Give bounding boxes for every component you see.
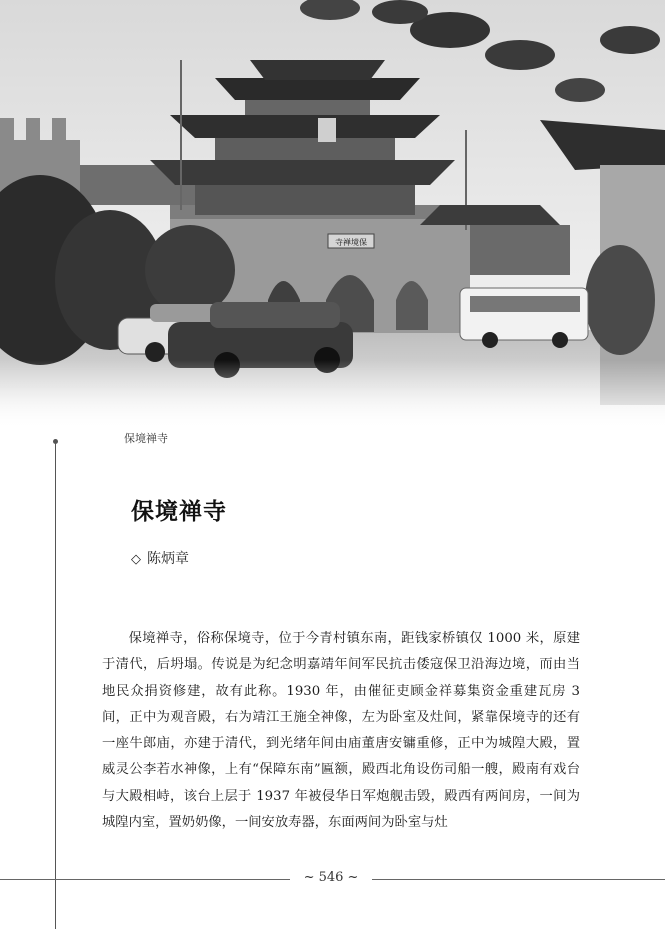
photo-caption: 保境禅寺 (124, 432, 168, 445)
article-body (102, 626, 580, 836)
footer-rule-left (0, 879, 290, 880)
article-title: 保境禅寺 (131, 499, 227, 525)
page-number: ~ 546 ~ (303, 870, 359, 885)
article-author (131, 548, 189, 568)
gate-plaque-text: 寺禅境保 (335, 238, 367, 247)
temple-photo (0, 0, 665, 430)
author-name: 陈炳章 (147, 551, 189, 567)
body-paragraph: 保境禅寺，俗称保境寺，位于今青村镇东南，距钱家桥镇仅 1000 米，原建于清代，后坍塌。传说是为纪念明嘉靖年间军民抗击倭寇保卫沿海边境，而由当地民众捐资修建，故有此称。1930 年，由催征吏顾金祥募集资金重建瓦房 3 间，正中为观音殿，右为靖江王施全神像，左为卧室及灶间，紧靠保境寺的还有一座牛郎庙，亦建于清代，到光绪年间由庙董唐安镛重修，正中为城隍大殿，置威灵公李若水神像，上有“保障东南”匾额，殿西北角设伤司船一艘，殿南有戏台与大殿相峙，该台上层于 1937 年被侵华日军炮舰击毁，殿西有两间房，一间为城隍内室，置奶奶像，一间安放寿器，东面两间为卧室与灶 (102, 631, 580, 831)
diamond-icon: ◇ (131, 552, 141, 567)
margin-rule (55, 442, 56, 929)
footer-rule-right (372, 879, 665, 880)
